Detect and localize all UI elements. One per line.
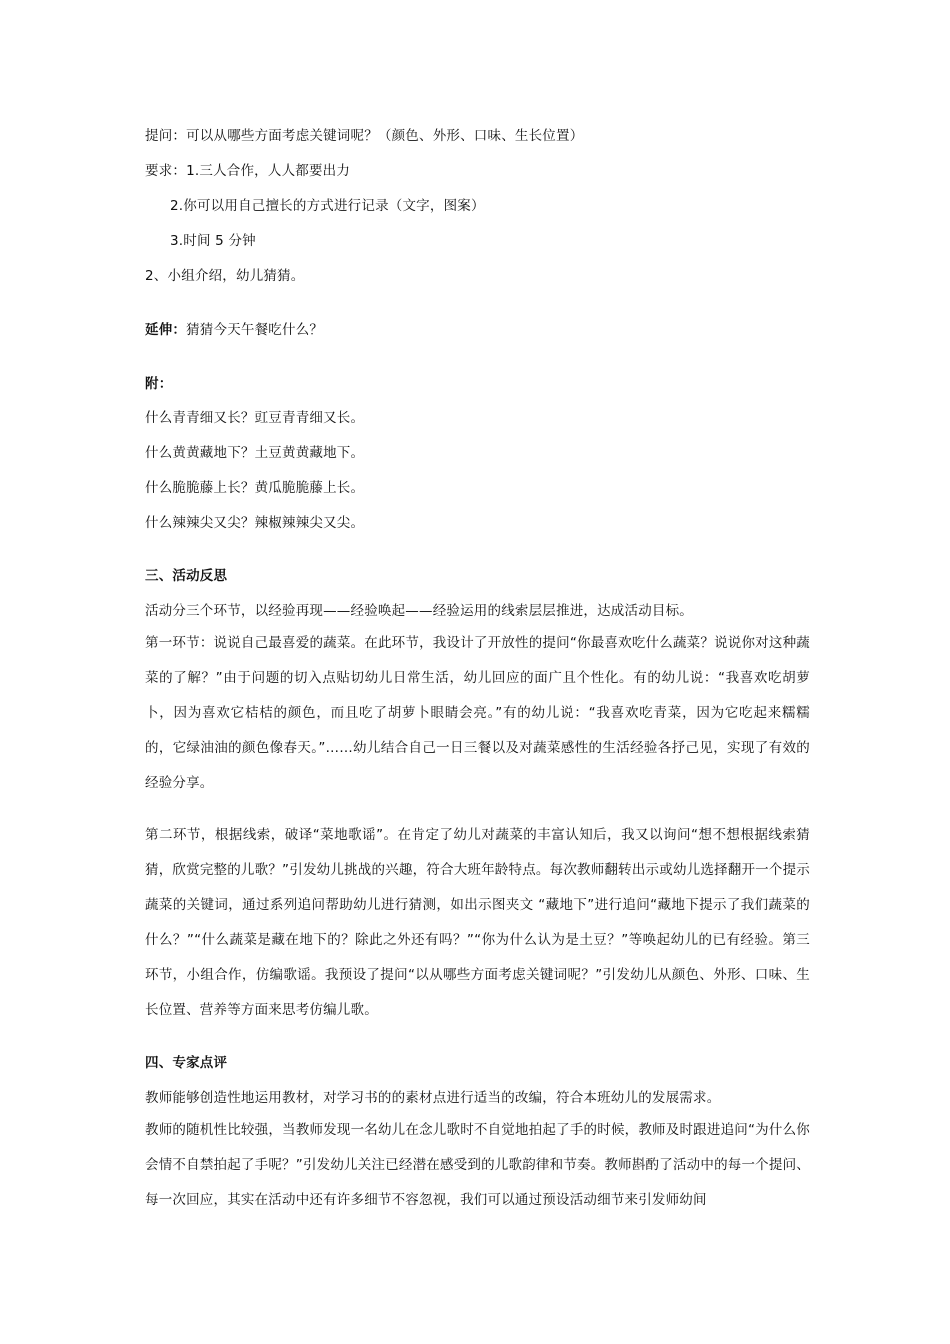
rhyme-line: 什么脆脆藤上长？黄瓜脆脆藤上长。 xyxy=(145,480,365,496)
rhyme-line: 什么青青细又长？豇豆青青细又长。 xyxy=(145,410,365,426)
question-line: 提问：可以从哪些方面考虑关键词呢？（颜色、外形、口味、生长位置） xyxy=(145,128,584,144)
reflection-paragraph-2: 第二环节，根据线索，破译“菜地歌谣”。在肯定了幼儿对蔬菜的丰富认知后，我又以询问“想不想根据线索猜猜，欣赏完整的儿歌？”引发幼儿挑战的兴趣，符合大班年龄特点。每次教师翻转出示或幼儿选择翻开一个提示蔬菜的关键词，通过系列追问帮助幼儿进行猜测，如出示图夹文 “藏地下”进行追问“藏地下提示了我们蔬菜的什么？”“什么蔬菜是藏在地下的？除此之外还有吗？”“你为什么认为是土豆？”等唤起幼儿的已有经验。第三环节，小组合作，仿编歌谣。我预设了提问“以从哪些方面考虑关键词呢？”引发幼儿从颜色、外形、口味、生长位置、营养等方面来思考仿编儿歌。 xyxy=(145,827,810,1018)
reflection-heading: 三、活动反思 xyxy=(145,568,228,584)
review-line-1: 教师能够创造性地运用教材，对学习书的的素材点进行适当的改编，符合本班幼儿的发展需求。 xyxy=(145,1090,721,1106)
extension-label: 延伸： xyxy=(145,322,187,338)
step-2-line: 2、小组介绍，幼儿猜猜。 xyxy=(145,268,305,284)
reflection-summary: 活动分三个环节，以经验再现——经验唤起——经验运用的线索层层推进，达成活动目标。 xyxy=(145,603,693,619)
rhyme-line: 什么辣辣尖又尖？辣椒辣辣尖又尖。 xyxy=(145,515,365,531)
rhyme-line: 什么黄黄藏地下？土豆黄黄藏地下。 xyxy=(145,445,365,461)
review-paragraph: 教师的随机性比较强，当教师发现一名幼儿在念儿歌时不自觉地拍起了手的时候，教师及时跟进追问“为什么你会情不自禁拍起了手呢？”引发幼儿关注已经潜在感受到的儿歌韵律和节奏。教师斟酌了活动中的每一个提问、每一次回应，其实在活动中还有许多细节不容忽视，我们可以通过预设活动细节来引发师幼间 xyxy=(145,1122,810,1208)
requirement-1: 要求：1.三人合作，人人都要出力 xyxy=(145,163,351,179)
review-heading: 四、专家点评 xyxy=(145,1055,228,1071)
requirement-2: 2.你可以用自己擅长的方式进行记录（文字，图案） xyxy=(170,198,485,214)
extension-text: 猜猜今天午餐吃什么？ xyxy=(186,322,324,338)
reflection-paragraph-1: 第一环节：说说自己最喜爱的蔬菜。在此环节，我设计了开放性的提问“你最喜欢吃什么蔬菜？说说你对这种蔬菜的了解？”由于问题的切入点贴切幼儿日常生活，幼儿回应的面广且个性化。有的幼儿说：“我喜欢吃胡萝卜，因为喜欢它桔桔的颜色，而且吃了胡萝卜眼睛会亮。”有的幼儿说：“我喜欢吃青菜，因为它吃起来糯糯的，它绿油油的颜色像春天。”……幼儿结合自己一日三餐以及对蔬菜感性的生活经验各抒己见，实现了有效的经验分享。 xyxy=(145,635,810,791)
requirement-3: 3.时间 5 分钟 xyxy=(170,233,256,249)
appendix-label: 附： xyxy=(145,376,173,392)
extension-line xyxy=(145,320,323,340)
